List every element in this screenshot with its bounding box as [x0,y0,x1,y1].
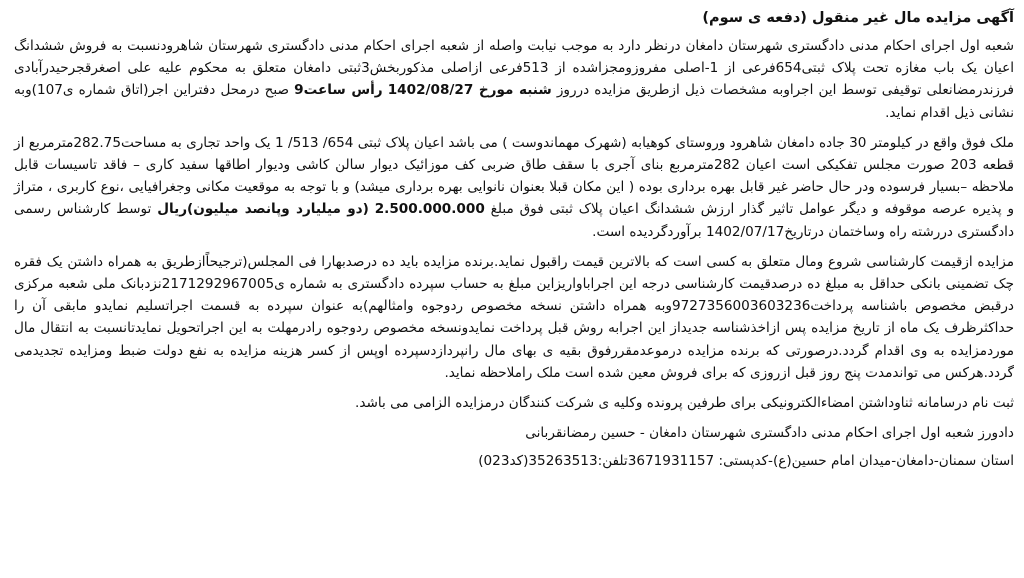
notice-paragraph-3: مزایده ازقیمت کارشناسی شروع ومال متعلق به کسی است که بالاترین قیمت راقبول نماید.برنده مزایده باید ده درصدبهارا فی المجلس(ترجیحاًازطریق به همراه داشتن یک فقره چک تضمینی بانکی حداقل به مبلغ ده درصدقیمت کارشناسی درجه این اجراباواریزاین مبلغ به حساب سپرده دادگستری به شماره ی2171292967005نزدبانک ملی شعبه مرکزی درقبض مخصوص باشناسه پرداخت9727356003603236وبه همراه داشتن نسخه مخصوص ردوجوه وامثالهم)به عنوان سپرده به قسمت اجراتسلیم نمایدو مابقی آن را حداکثرظرف یک ماه از تاریخ مزایده پس ازاخذشناسه جدیداز این اجرابه روش قبل پرداخت نمایدونسخه مخصوص ردوجوه رادرمهلت به این اجراتحویل نمایدتانسبت به انتقال مال موردمزایده به وی اقدام گردد.درصورتی که برنده مزایده درموعدمقررفوق بقیه ی بهای مال رانپردازدسپرده اوپس از کسر هزینه مزایده به نفع دولت ضبط ومزایده تجدیدمی گردد.هرکس می تواندمدت پنج روز قبل ازروزی که برای فروش معین شده است ملک راملاحظه نماید. [14,253,1014,381]
notice-paragraph-2 [14,132,1014,243]
p1-text-b: صبح درمحل دفتراین اجر(اتاق شماره ی107)وبه نشانی ذیل اقدام نماید. [14,82,1014,121]
notice-paragraph-1 [14,35,1014,124]
p2-text-b: توسط کارشناس رسمی دادگستری دررشته راه وساختمان درتاریخ1402/07/17 برآوردگردیده است. [14,201,1014,240]
signature-line: دادورز شعبه اول اجرای احکام مدنی دادگستری شهرستان دامغان - حسین رمضانقربانی [525,425,1014,442]
address-line: استان سمنان-دامغان-میدان امام حسین(ع)-کدپستی: 3671931157تلفن:35263513(کد023) [478,453,1014,470]
appraised-price: 2.500.000.000 [374,201,485,218]
auction-time: رأس ساعت9 [294,82,383,99]
p1-text-a: شعبه اول اجرای احکام مدنی دادگستری شهرستان دامغان درنظر دارد به موجب نیابت واصله از شعبه اجرای احکام مدنی دادگستری شهرستان شاهرودنسبت به فروش ششدانگ اعیان یک باب مغازه تحت پلاک ثبتی654فرعی از 1-اصلی مفروزومجزاشده از 513فرعی ازاصلی مذکوربخش3ثبتی دامغان متعلق به محکوم علیه علی اصغرقجرحیدرآبادی فرزندرمضانعلی توقیفی توسط این اجراوبه مشخصات ذیل ازطریق مزایده درروز [14,38,1014,99]
p2-text-a: ملک فوق واقع در کیلومتر 30 جاده دامغان شاهرود وروستای کوهیابه (شهرک مهماندوست ) می باشد اعیان پلاک ثبتی 654/ 513/ 1 یک واحد تجاری به مساحت282.75مترمربع از قطعه 203 صورت مجلس تفکیکی است اعیان 282مترمربع بنای آجری با سقف طاق ضربی کف موزائیک دیوار سالن کاشی ودیوار اطاقها سفید کاری – فاقد تاسیسات قابل ملاحظه –بسیار فرسوده ودر حال حاضر غیر قابل بهره برداری بوده ( این مکان قبلا بعنوان نانوایی بهره برداری میشد) و با توجه به موقعیت مکانی وجغرافیایی ،نوع کاربری ، متراژ و پذیره عرصه موقوفه و دیگر عوامل تاثیر گذار ارزش ششدانگ اعیان پلاک ثبتی فوق مبلغ [14,134,1015,218]
appraised-price-words: (دو میلیارد وپانصد میلیون)ریال [157,201,369,218]
notice-paragraph-4: ثبت نام درسامانه ثناوداشتن امضاءالکترونیکی برای طرفین پرونده وکلیه ی شرکت کنندگان درمزایده الزامی می باشد. [355,395,1014,412]
auction-date: شنبه مورخ 1402/08/27 [387,82,552,99]
notice-title: آگهی مزایده مال غیر منقول (دفعه ی سوم) [702,10,1014,26]
